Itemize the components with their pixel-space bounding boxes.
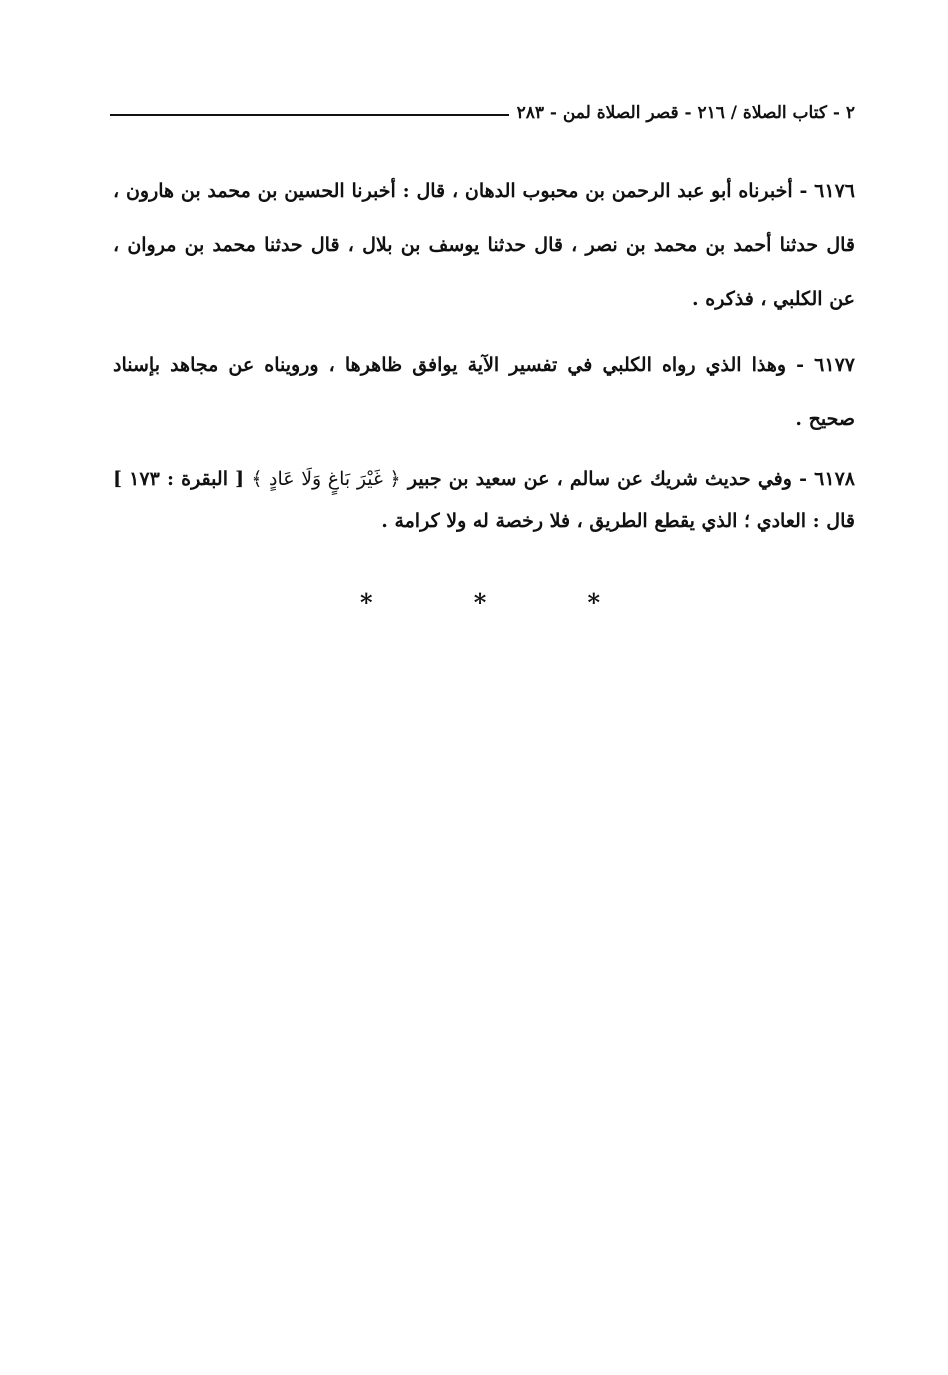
- asterisk-icon: *: [587, 588, 600, 617]
- header-title: ٢ - كتاب الصلاة / ٢١٦ - قصر الصلاة لمن - ٢٨٣: [516, 103, 855, 123]
- dash: -: [792, 180, 808, 202]
- hadith-number: ٦١٧٦: [814, 180, 855, 202]
- hadith-number: ٦١٧٧: [814, 354, 855, 376]
- section-ornament: [360, 588, 600, 617]
- paragraph-text: وفي حديث شريك عن سالم ، عن سعيد بن جبير: [407, 468, 792, 490]
- body-text: [113, 164, 855, 554]
- asterisk-icon: *: [473, 588, 487, 617]
- paragraph-6177: [113, 338, 855, 446]
- dash: -: [791, 468, 807, 490]
- paragraph-text: [ البقرة : ١٧٣ ] قال : العادي ؛ الذي يقطع الطريق ، فلا رخصة له ولا كرامة .: [113, 468, 855, 532]
- dash: -: [786, 354, 805, 376]
- asterisk-icon: *: [360, 588, 373, 617]
- hadith-number: ٦١٧٨: [814, 468, 855, 490]
- quran-quote: ﴿ غَيْرَ بَاغٍ وَلَا عَادٍ ﴾: [251, 468, 401, 490]
- paragraph-text: أخبرناه أبو عبد الرحمن بن محبوب الدهان ، قال : أخبرنا الحسين بن محمد بن هارون ، قال حدثنا أحمد بن محمد بن نصر ، قال حدثنا يوسف بن بلال ، قال حدثنا محمد بن مروان ، عن الكلبي ، فذكره .: [113, 180, 855, 310]
- running-header: [110, 94, 855, 122]
- header-rule: [110, 114, 509, 116]
- paragraph-6178: [113, 458, 855, 542]
- paragraph-6176: [113, 164, 855, 326]
- paragraph-text: وهذا الذي رواه الكلبي في تفسير الآية يوافق ظاهرها ، ورويناه عن مجاهد بإسناد صحيح .: [113, 354, 855, 430]
